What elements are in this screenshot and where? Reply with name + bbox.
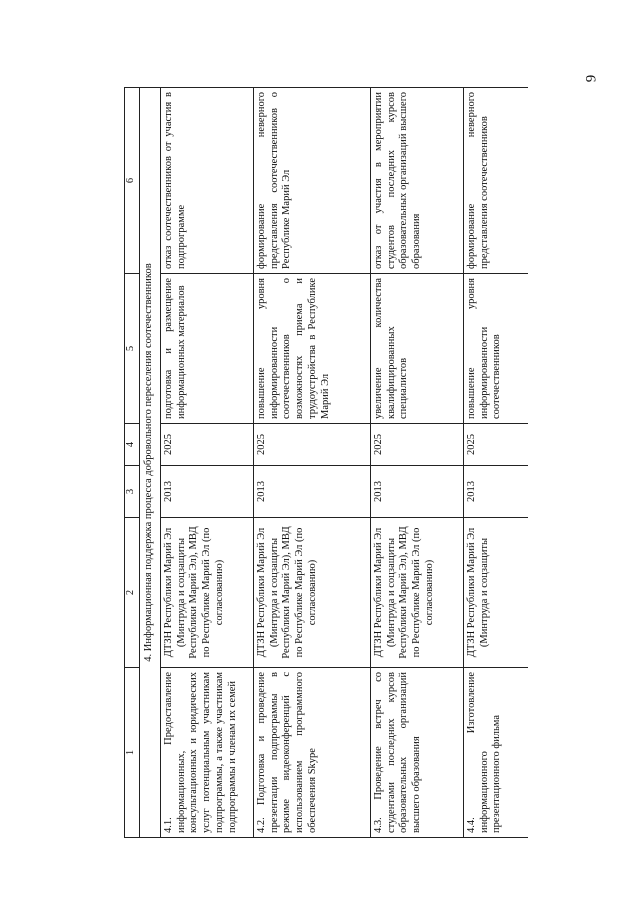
measures-table bbox=[124, 87, 528, 838]
activity-cell: 4.1. Предоставление информационных, консультационных и юридических услуг потенциальным участникам подпрограммы, а также участникам подпрограммы и членам их семей bbox=[160, 668, 253, 838]
table-row bbox=[253, 88, 370, 838]
end-year-cell: 2025 bbox=[160, 424, 253, 466]
start-year-cell: 2013 bbox=[463, 466, 528, 518]
table-row bbox=[160, 88, 253, 838]
column-number: 4 bbox=[125, 424, 140, 466]
consequence-cell: формирование неверного представления соотечественников bbox=[463, 88, 528, 274]
end-year-cell: 2025 bbox=[253, 424, 370, 466]
result-cell: подготовка и размещение информационных материалов bbox=[160, 274, 253, 424]
activity-cell: 4.3. Проведение встреч со студентами последних курсов образовательных организаций высшего образования bbox=[370, 668, 463, 838]
column-number: 3 bbox=[125, 466, 140, 518]
executor-cell: ДТЗН Республики Марий Эл (Минтруда и соцзащиты Республики Марий Эл), МВД по Республике Марий Эл (по согласованию) bbox=[160, 518, 253, 668]
column-number: 2 bbox=[125, 518, 140, 668]
executor-cell: ДТЗН Республики Марий Эл (Минтруда и соцзащиты bbox=[463, 518, 528, 668]
column-number: 6 bbox=[125, 88, 140, 274]
consequence-cell: отказ соотечественников от участия в подпрограмме bbox=[160, 88, 253, 274]
rotated-table-container bbox=[124, 88, 592, 838]
activity-cell: 4.4. Изготовление информационного презентационного фильма bbox=[463, 668, 528, 838]
consequence-cell: формирование неверного представления соотечественников о Республике Марий Эл bbox=[253, 88, 370, 274]
result-cell: повышение уровня информированности соотечественников о возможностях приема и трудоустройства в Республике Марий Эл bbox=[253, 274, 370, 424]
end-year-cell: 2025 bbox=[463, 424, 528, 466]
consequence-cell: отказ от участия в мероприятии студентов последних курсов образовательных организаций высшего образования bbox=[370, 88, 463, 274]
column-number-row bbox=[125, 88, 140, 838]
page-number: 9 bbox=[583, 74, 600, 83]
table-row bbox=[463, 88, 528, 838]
column-number: 1 bbox=[125, 668, 140, 838]
activity-cell: 4.2. Подготовка и проведение презентации подпрограммы в режиме видеоконференций с использованием программного обеспечения Skype bbox=[253, 668, 370, 838]
executor-cell: ДТЗН Республики Марий Эл (Минтруда и соцзащиты Республики Марий Эл), МВД по Республике Марий Эл (по согласованию) bbox=[253, 518, 370, 668]
result-cell: повышение уровня информированности соотечественников bbox=[463, 274, 528, 424]
table-row bbox=[370, 88, 463, 838]
start-year-cell: 2013 bbox=[370, 466, 463, 518]
section-title: 4. Информационная поддержка процесса добровольного переселения соотечественников bbox=[140, 88, 161, 838]
start-year-cell: 2013 bbox=[253, 466, 370, 518]
result-cell: увеличение количества квалифицированных специалистов bbox=[370, 274, 463, 424]
column-number: 5 bbox=[125, 274, 140, 424]
end-year-cell: 2025 bbox=[370, 424, 463, 466]
start-year-cell: 2013 bbox=[160, 466, 253, 518]
executor-cell: ДТЗН Республики Марий Эл (Минтруда и соцзащиты Республики Марий Эл), МВД по Республике Марий Эл (по согласованию) bbox=[370, 518, 463, 668]
section-row bbox=[140, 88, 161, 838]
